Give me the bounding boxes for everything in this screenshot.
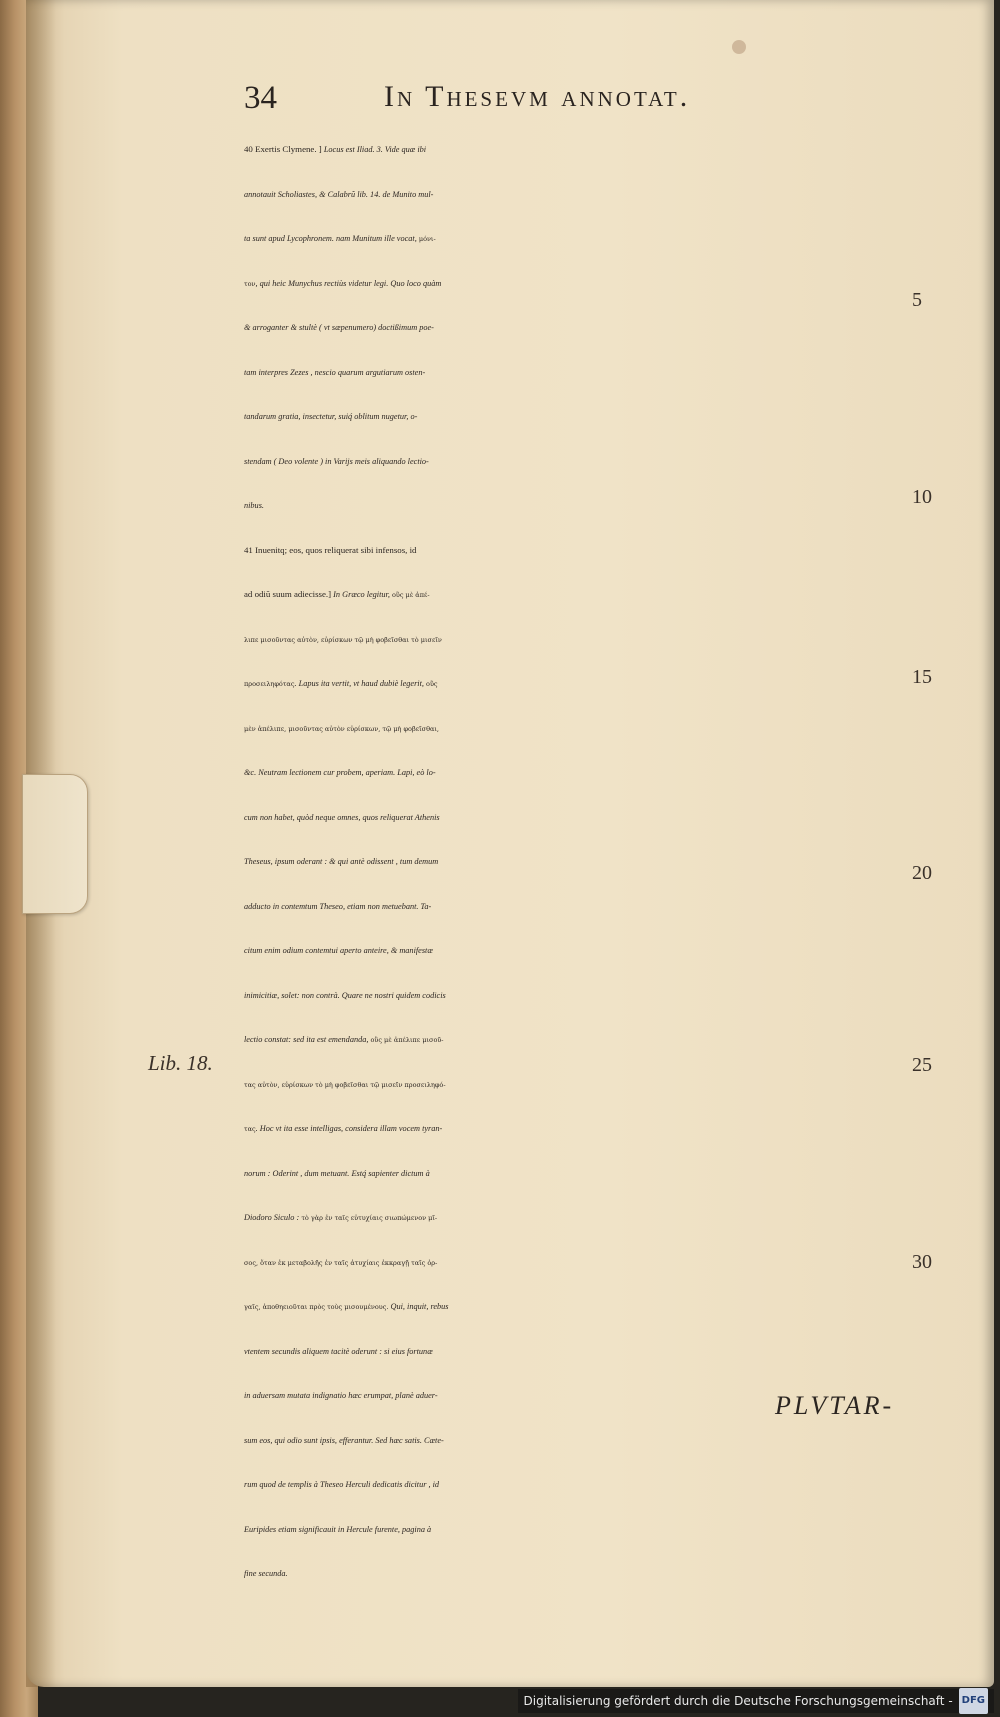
page-tab-marker bbox=[22, 774, 88, 914]
text-line bbox=[244, 879, 930, 924]
latin-text: ta sunt apud Lycophronem. nam Munitum ille vocat, bbox=[244, 234, 419, 243]
greek-text: μὲν ἀπέλιπε, μισοῦντας αὐτὸν εὑρίσκων, τῷ μὴ φοβεῖσθαι, bbox=[244, 724, 439, 733]
dfg-logo-icon: DFG bbox=[959, 1688, 988, 1714]
digitization-credit bbox=[518, 1689, 995, 1713]
latin-text: , qui heic Munychus rectiùs videtur legi. Quo loco quàm bbox=[255, 278, 442, 288]
text-line bbox=[244, 612, 930, 657]
latin-text: . Hoc vt ita esse intelligas, considera illam vocem tyran- bbox=[255, 1124, 443, 1133]
latin-text: inimicitiæ, solet: non contrà. Quare ne nostri quidem codicis bbox=[244, 990, 446, 1000]
text-line bbox=[244, 1235, 930, 1280]
latin-text: norum : Oderint , dum metuant. Estq́ sapienter dictum à bbox=[244, 1168, 430, 1178]
text-line bbox=[244, 1546, 930, 1591]
latin-text: Theseus, ipsum oderant : & qui antè odissent , tum demum bbox=[244, 857, 439, 866]
page-number: 34 bbox=[244, 80, 277, 116]
greek-text: λιπε μισοῦντας αὐτὸν, εὑρίσκων τῷ μὴ φοβεῖσθαι τὸ μισεῖν bbox=[244, 635, 442, 644]
text-line bbox=[244, 1324, 930, 1369]
greek-text: τας bbox=[244, 1125, 256, 1133]
latin-text: lectio constat: sed ita est emendanda, bbox=[244, 1035, 371, 1044]
greek-text: οὓς μὲ ἀπέλιπε μισοῦ- bbox=[370, 1036, 444, 1044]
latin-text: Euripides etiam significauit in Hercule furente, pagina à bbox=[244, 1524, 432, 1534]
credit-text: Digitalisierung gefördert durch die Deutsche Forschungsgemeinschaft - bbox=[523, 1694, 953, 1708]
page-stain bbox=[732, 40, 746, 54]
latin-text: sum eos, qui odio sunt ipsis, efferantur. Sed hæc satis. Cæte- bbox=[244, 1435, 444, 1445]
greek-text: γαῖς, ἀποθηειοῦται πρὸς τοὺς μισουμένους. bbox=[244, 1303, 389, 1311]
text-line bbox=[244, 745, 930, 790]
text-line bbox=[244, 1012, 930, 1057]
greek-text: προσειληφότας bbox=[244, 680, 295, 688]
line-number-marker: 10 bbox=[912, 486, 932, 508]
margin-note: Lib. 18. bbox=[148, 1051, 213, 1075]
latin-text: in aduersam mutata indignatio hæc erumpat, planè aduer- bbox=[244, 1391, 438, 1400]
latin-text: annotauit Scholiastes, & Calabrũ lib. 14. de Munito mul- bbox=[244, 189, 434, 199]
latin-text: tandarum gratia, insectetur, suiq́ oblitum nugetur, o- bbox=[244, 412, 418, 421]
latin-text: stendam ( Deo volente ) in Varijs meis aliquando lectio- bbox=[244, 456, 429, 466]
text-line bbox=[244, 1457, 930, 1502]
text-line bbox=[244, 656, 930, 701]
page-header bbox=[244, 80, 844, 126]
latin-text: ad odiũ suum adiecisse.] bbox=[244, 589, 332, 599]
text-line bbox=[244, 434, 930, 479]
greek-text: σος, ὅταν ἐκ μεταβολῆς ἐν ταῖς ἀτυχίαις ἐκκραγῇ ταῖς ὀρ- bbox=[244, 1258, 438, 1267]
latin-text: citum enim odium contemtui aperto anteire, & manifestæ bbox=[244, 946, 433, 955]
annotation-text-block bbox=[244, 122, 930, 1591]
text-line bbox=[244, 923, 930, 968]
latin-text: rum quod de templis à Theseo Herculi dedicatis dicitur , id bbox=[244, 1480, 440, 1489]
greek-text: οὓς μὲ ἀπέ- bbox=[391, 591, 430, 599]
greek-text: μόνι- bbox=[418, 235, 436, 243]
text-line bbox=[244, 567, 930, 612]
text-line bbox=[244, 389, 930, 434]
line-number-marker: 25 bbox=[912, 1054, 932, 1076]
line-number-marker: 20 bbox=[912, 862, 932, 884]
latin-text: In Græco legitur, bbox=[331, 590, 392, 599]
catchword: PLVTAR- bbox=[775, 1391, 895, 1420]
latin-text: & arroganter & stultè ( vt sæpenumero) doctißimum poe- bbox=[244, 323, 434, 332]
text-line bbox=[244, 1502, 930, 1547]
latin-text: fine secunda. bbox=[244, 1569, 288, 1578]
latin-text: tam interpres Zezes , nescio quarum argutiarum osten- bbox=[244, 367, 426, 377]
text-line bbox=[244, 478, 930, 523]
greek-text: τὸ γὰρ ἐν ταῖς εὐτυχίαις σιωπώμενον μῖ- bbox=[301, 1214, 438, 1222]
latin-text: Locus est Iliad. 3. Vide quæ ibi bbox=[321, 145, 427, 154]
text-line bbox=[244, 300, 930, 345]
latin-text: &c. Neutram lectionem cur probem, aperiam. Lapi, eò lo- bbox=[244, 768, 436, 777]
text-line bbox=[244, 701, 930, 746]
text-line bbox=[244, 122, 930, 167]
line-number-marker: 15 bbox=[912, 666, 932, 688]
latin-text: nibus. bbox=[244, 501, 264, 510]
text-line bbox=[244, 523, 930, 568]
greek-text: οὓς bbox=[426, 680, 438, 688]
text-line bbox=[244, 1057, 930, 1102]
latin-text: Diodoro Siculo : bbox=[244, 1213, 302, 1222]
text-line bbox=[244, 256, 930, 301]
latin-text: Qui, inquit, rebus bbox=[388, 1302, 449, 1311]
text-line bbox=[244, 167, 930, 212]
text-line bbox=[244, 345, 930, 390]
latin-text: cum non habet, quòd neque omnes, quos reliquerat Athenis bbox=[244, 812, 440, 822]
text-line bbox=[244, 1101, 930, 1146]
greek-text: τον bbox=[244, 279, 256, 288]
latin-text: . Lapus ita vertit, vt haud dubiè legerit, bbox=[294, 679, 427, 688]
line-number-marker: 5 bbox=[912, 289, 922, 311]
latin-text: vtentem secundis aliquem tacitè oderunt : si eius fortunæ bbox=[244, 1346, 433, 1356]
text-line bbox=[244, 211, 930, 256]
text-line bbox=[244, 790, 930, 835]
latin-text: adducto in contemtum Theseo, etiam non metuebant. Ta- bbox=[244, 901, 432, 911]
text-line bbox=[244, 1190, 930, 1235]
text-line bbox=[244, 1146, 930, 1191]
text-line bbox=[244, 834, 930, 879]
text-line bbox=[244, 968, 930, 1013]
latin-text: 41 Inuenitq; eos, quos reliquerat sibi infensos, id bbox=[244, 544, 417, 555]
running-head: In Thesevm annotat. bbox=[384, 80, 691, 113]
greek-text: τας αὐτὸν, εὑρίσκων τὸ μὴ φοβεῖσθαι τῷ μισεῖν προσειληφό- bbox=[244, 1080, 446, 1089]
line-number-marker: 30 bbox=[912, 1251, 932, 1273]
text-line bbox=[244, 1279, 930, 1324]
latin-text: 40 Exertis Clymene. ] bbox=[244, 144, 322, 154]
